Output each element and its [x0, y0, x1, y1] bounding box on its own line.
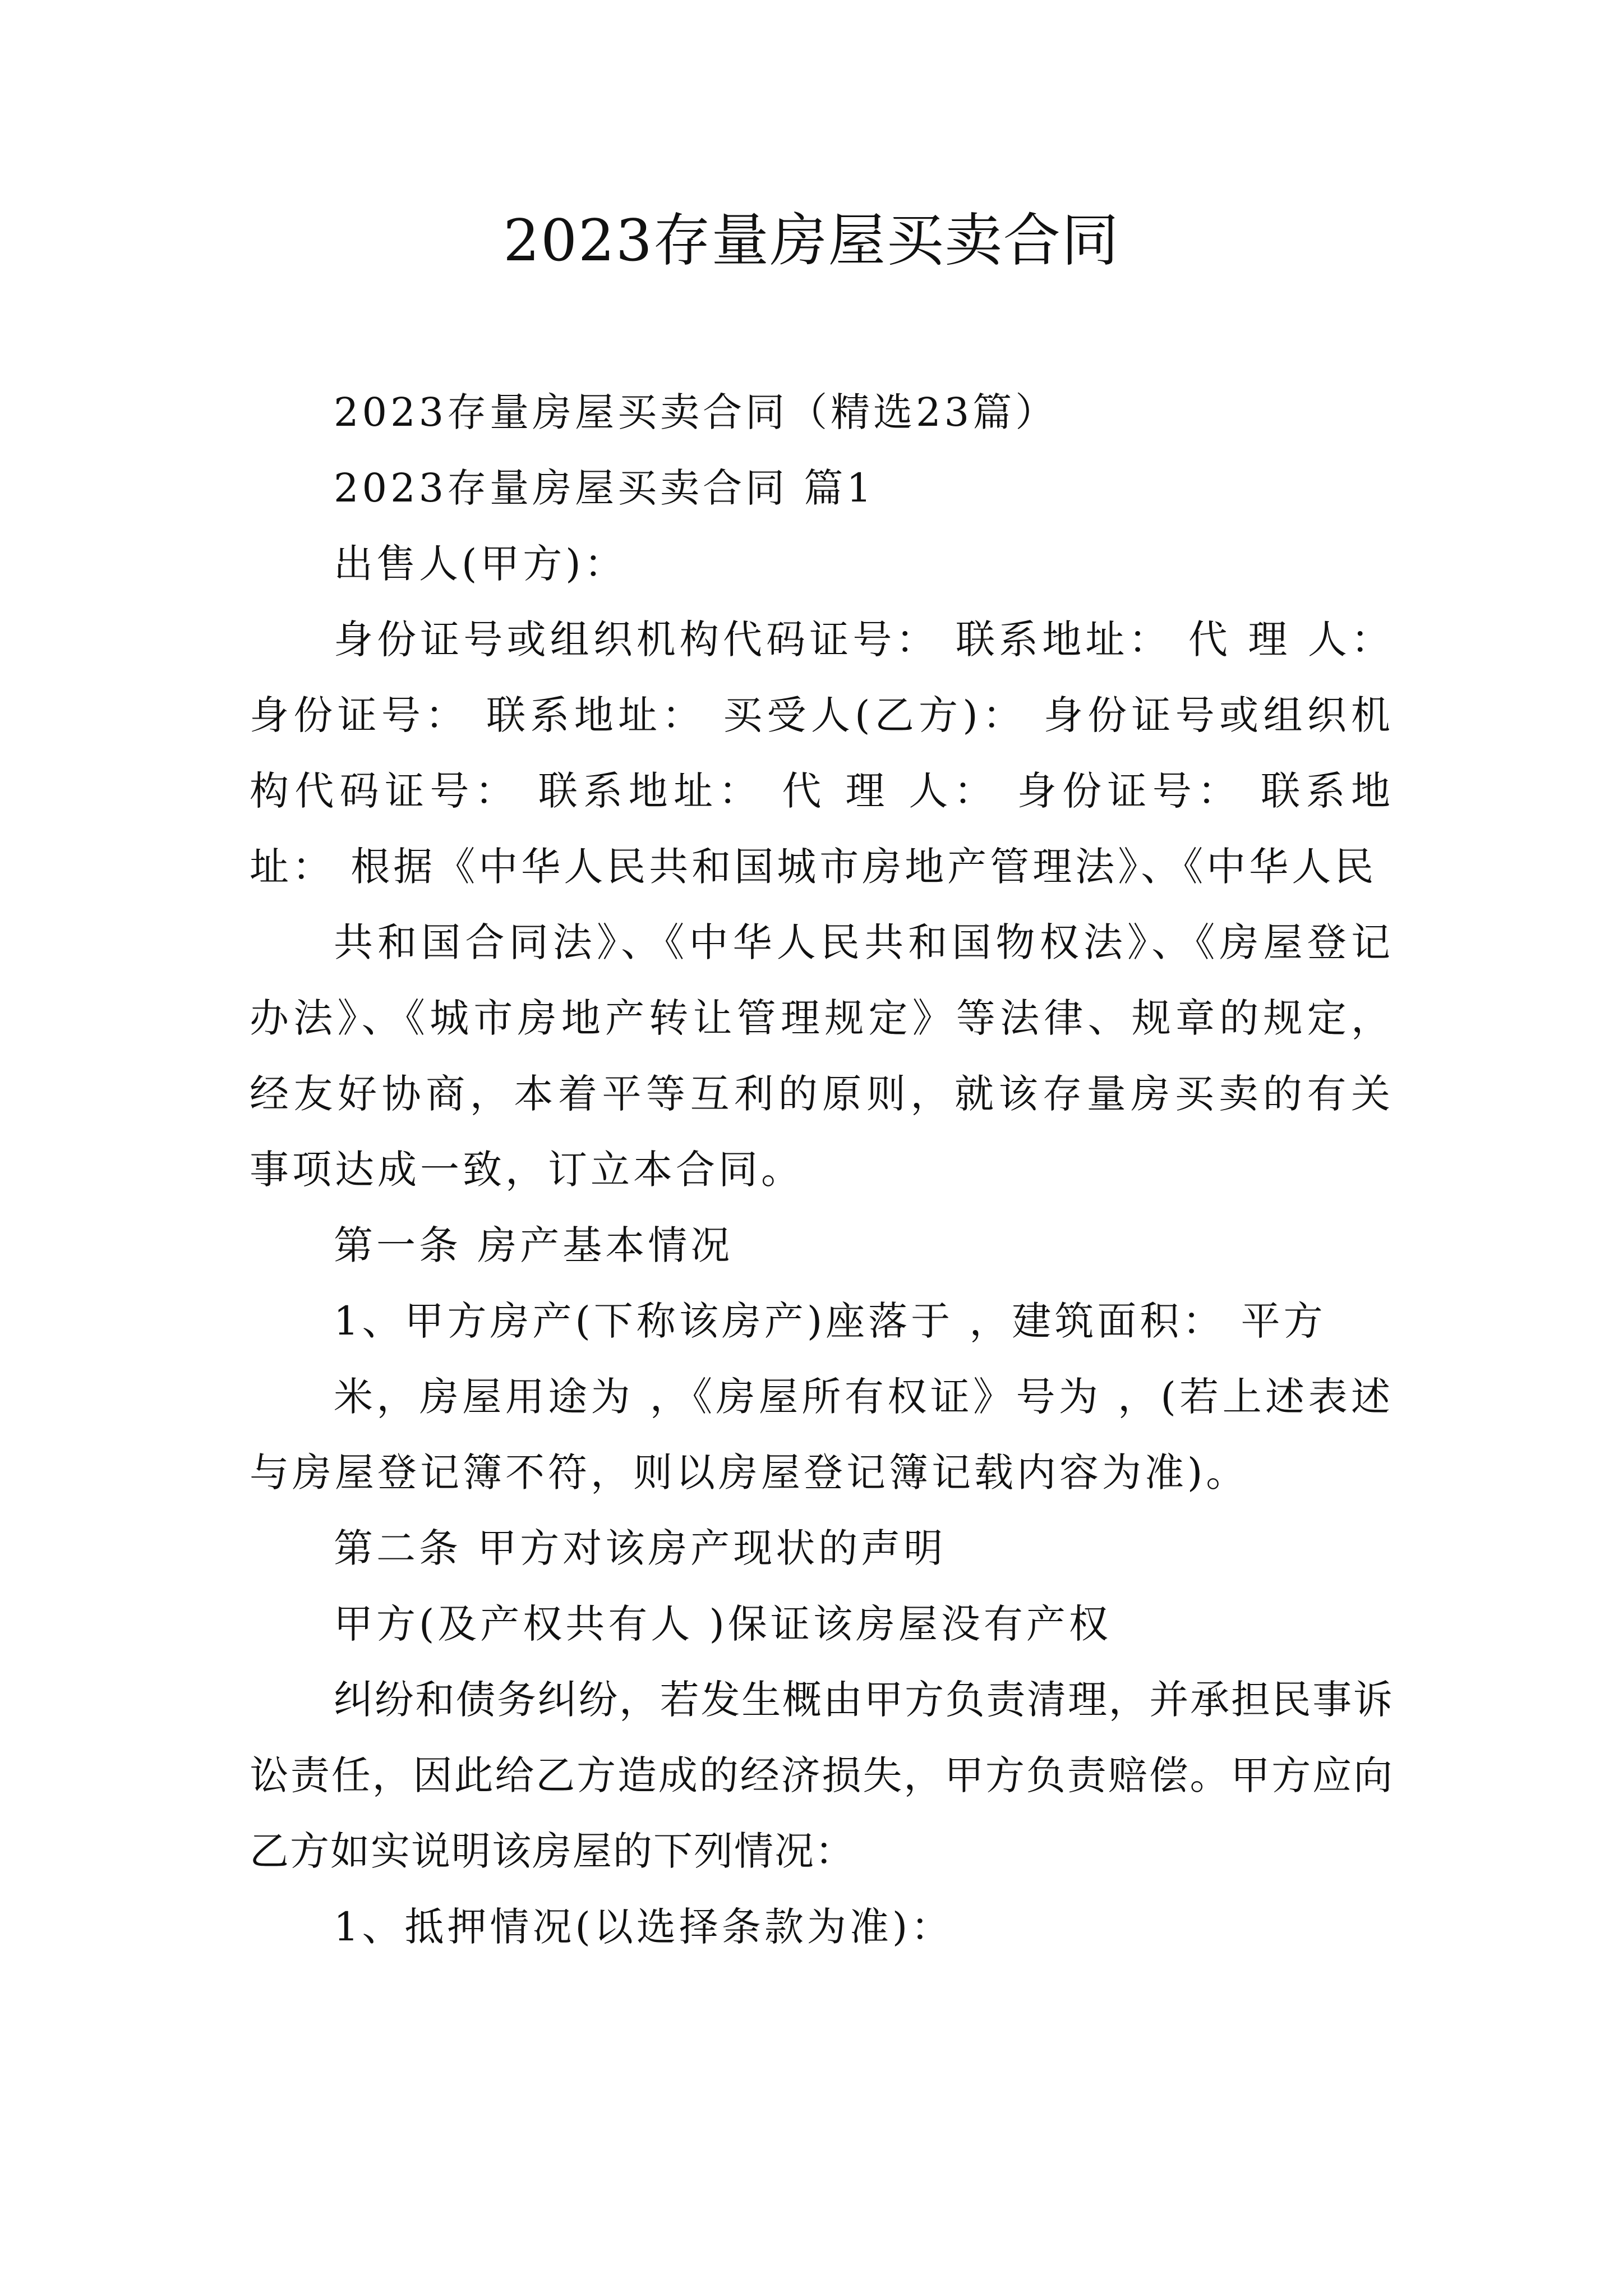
- document-body: [250, 375, 1394, 1965]
- paragraph-article-1-heading: 第一条 房产基本情况: [334, 1222, 734, 1268]
- paragraph-parties: 身份证号或组织机构代码证号： 联系地址： 代 理 人： 身份证号： 联系地址： 买受人(乙方)： 身份证号或组织机构代码证号： 联系地址： 代 理 人： 身份证号： 联系地址： 根据《中华人民共和国城市房地产管理法》、《中华人民: [250, 616, 1394, 890]
- paragraph-article-2-guarantee: 甲方(及产权共有人 )保证该房屋没有产权: [334, 1601, 1112, 1647]
- paragraph-section-heading: 2023存量房屋买卖合同 篇1: [334, 465, 875, 511]
- paragraph-article-2-heading: 第二条 甲方对该房产现状的声明: [334, 1525, 947, 1571]
- paragraph-mortgage: 1、抵押情况(以选择条款为准)：: [334, 1904, 954, 1950]
- paragraph-article-1-item-1: 1、甲方房产(下称该房产)座落于 ，建筑面积： 平方: [334, 1298, 1326, 1344]
- paragraph-seller: 出售人(甲方)：: [334, 541, 627, 587]
- paragraph-legal-basis: 共和国合同法》、《中华人民共和国物权法》、《房屋登记办法》、《城市房地产转让管理规定》等法律、规章的规定，经友好协商，本着平等互利的原则，就该存量房买卖的有关事项达成一致，订立本合同。: [250, 919, 1394, 1193]
- document-title: 2023存量房屋买卖合同: [503, 208, 1120, 274]
- paragraph-article-1-item-1-cont: 米，房屋用途为 ，《房屋所有权证》号为 ，(若上述表述与房屋登记簿不符，则以房屋登记簿记载内容为准)。: [250, 1374, 1394, 1496]
- paragraph-article-2-disputes: 纠纷和债务纠纷，若发生概由甲方负责清理，并承担民事诉讼责任，因此给乙方造成的经济损失，甲方负责赔偿。甲方应向乙方如实说明该房屋的下列情况：: [250, 1677, 1394, 1874]
- paragraph-subtitle: 2023存量房屋买卖合同（精选23篇）: [334, 389, 1058, 435]
